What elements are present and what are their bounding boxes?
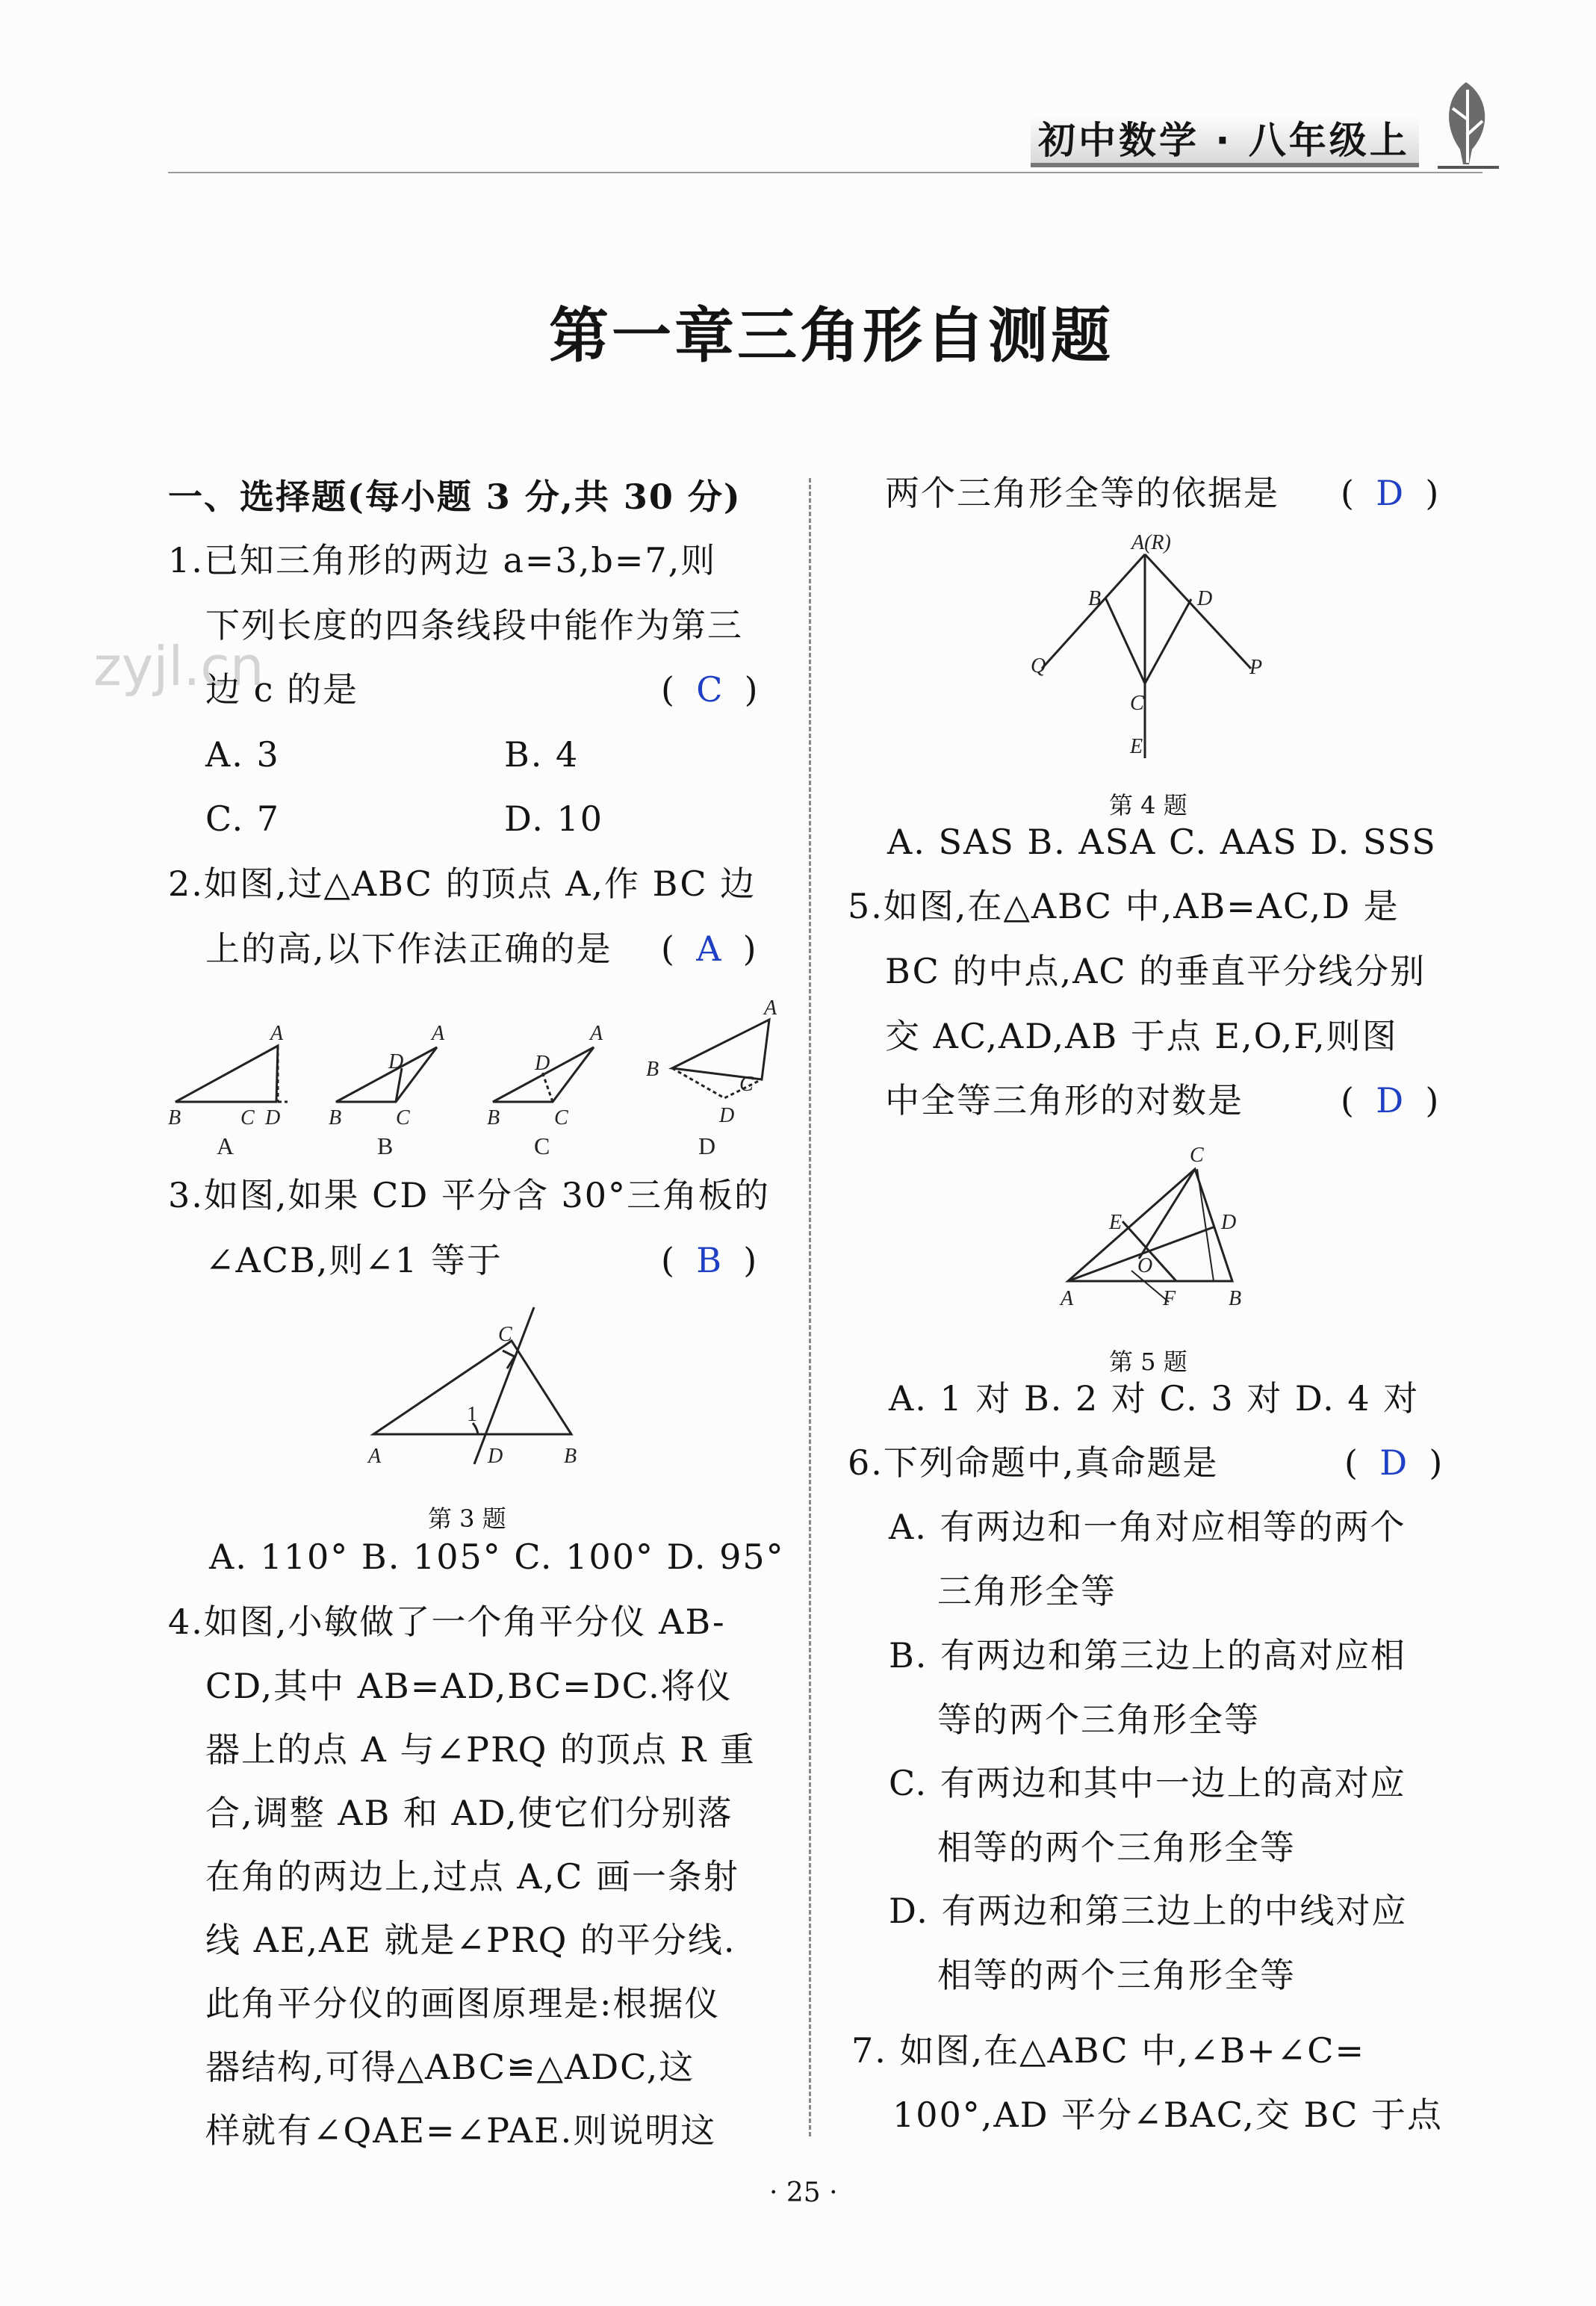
q5-caption: 第 5 题 (1109, 1348, 1187, 1376)
svg-text:A: A (368, 1445, 382, 1468)
q5-options: A. 1 对 B. 2 对 C. 3 对 D. 4 对 (889, 1378, 1420, 1419)
q2-fig-label-a: A (217, 1132, 235, 1159)
svg-text:A: A (764, 997, 777, 1020)
svg-text:E: E (1109, 1211, 1123, 1234)
q6-option-c-2: 相等的两个三角形全等 (937, 1827, 1296, 1868)
q4-line-4: 合,调整 AB 和 AD,使它们分别落 (205, 1793, 733, 1833)
q2-figures (164, 994, 792, 1165)
svg-text:C: C (396, 1106, 410, 1129)
q3-figure (355, 1300, 601, 1472)
q1-option-d: D. 10 (504, 799, 604, 839)
q3-options: A. 110° B. 105° C. 100° D. 95° (209, 1537, 785, 1577)
q3-caption: 第 3 题 (428, 1504, 506, 1533)
svg-text:C: C (498, 1323, 512, 1346)
q4-line-3: 器上的点 A 与∠PRQ 的顶点 R 重 (205, 1729, 756, 1770)
page-number: · 25 · (769, 2178, 838, 2208)
q2-line-1: 2.如图,过△ABC 的顶点 A,作 BC 边 (168, 864, 757, 904)
header-rule (168, 172, 1482, 173)
q6-option-a-1: A. 有两边和一角对应相等的两个 (889, 1507, 1406, 1547)
q1-line-3: 边 c 的是 (205, 669, 359, 710)
q4-line-6: 线 AE,AE 就是∠PRQ 的平分线. (205, 1920, 736, 1960)
q3-line-1: 3.如图,如果 CD 平分含 30°三角板的 (168, 1175, 770, 1215)
svg-text:O: O (1137, 1254, 1153, 1277)
q7-line-1: 7. 如图,在△ABC 中,∠B+∠C= (851, 2030, 1365, 2071)
svg-text:E: E (1130, 735, 1143, 758)
svg-text:A: A (432, 1022, 445, 1045)
svg-text:C: C (1190, 1144, 1204, 1167)
q1-line-2: 下列长度的四条线段中能作为第三 (205, 605, 743, 645)
svg-text:C: C (1130, 692, 1144, 715)
q2-answer: ( A ) (661, 929, 757, 969)
q4-caption: 第 4 题 (1109, 791, 1187, 819)
watermark: zyjl.cn (93, 635, 264, 698)
svg-text:B: B (487, 1106, 500, 1129)
q2-line-2: 上的高,以下作法正确的是 (205, 929, 612, 969)
svg-text:D: D (719, 1104, 735, 1127)
page-title: 第一章三角形自测题 (549, 300, 1114, 371)
svg-text:B: B (329, 1106, 342, 1129)
q4-answer: ( D ) (1341, 473, 1439, 513)
q4-options: A. SAS B. ASA C. AAS D. SSS (887, 822, 1437, 862)
q4-line-5: 在角的两边上,过点 A,C 画一条射 (205, 1856, 739, 1897)
q5-answer: ( D ) (1341, 1080, 1439, 1121)
svg-text:F: F (1163, 1287, 1176, 1310)
svg-text:B: B (168, 1106, 181, 1129)
q2-fig-label-d: D (698, 1132, 716, 1159)
svg-text:D: D (488, 1445, 503, 1468)
q6-option-d-1: D. 有两边和第三边上的中线对应 (889, 1891, 1408, 1931)
svg-text:D: D (535, 1052, 550, 1075)
q4-cont: 两个三角形全等的依据是 (885, 473, 1279, 513)
q6-option-b-2: 等的两个三角形全等 (937, 1699, 1260, 1740)
q1-answer: ( C ) (661, 669, 758, 710)
section-heading: 一、选择题(每小题 3 分,共 30 分) (168, 477, 742, 517)
q2-fig-label-b: B (377, 1132, 394, 1159)
svg-text:D: D (1197, 587, 1213, 610)
svg-text:B: B (1229, 1287, 1242, 1310)
q6-option-b-1: B. 有两边和第三边上的高对应相 (889, 1635, 1407, 1676)
q6-option-d-2: 相等的两个三角形全等 (937, 1955, 1296, 1995)
q4-line-1: 4.如图,小敏做了一个角平分仪 AB- (168, 1602, 726, 1642)
svg-text:C: C (554, 1106, 568, 1129)
svg-text:D: D (388, 1050, 404, 1073)
q3-answer: ( B ) (661, 1240, 757, 1280)
q3-line-2: ∠ACB,则∠1 等于 (205, 1240, 503, 1280)
svg-text:D: D (265, 1106, 281, 1129)
svg-text:B: B (646, 1058, 659, 1081)
q1-line-1: 1.已知三角形的两边 a=3,b=7,则 (168, 540, 717, 580)
q4-line-9: 样就有∠QAE=∠PAE.则说明这 (205, 2110, 717, 2151)
q5-line-1: 5.如图,在△ABC 中,AB=AC,D 是 (848, 886, 1400, 926)
svg-text:1: 1 (467, 1403, 477, 1426)
q4-line-8: 器结构,可得△ABC≌△ADC,这 (205, 2047, 695, 2087)
column-divider (809, 478, 811, 2136)
q4-figure (1027, 530, 1273, 769)
svg-text:A: A (1061, 1287, 1074, 1310)
q4-line-2: CD,其中 AB=AD,BC=DC.将仪 (205, 1666, 733, 1706)
q2-fig-label-c: C (534, 1132, 550, 1159)
svg-text:P: P (1249, 656, 1263, 679)
svg-text:B: B (564, 1445, 577, 1468)
svg-text:D: D (1221, 1211, 1237, 1234)
q4-line-7: 此角平分仪的画图原理是:根据仪 (205, 1983, 721, 2024)
svg-text:Q: Q (1031, 654, 1046, 678)
svg-text:C: C (240, 1106, 255, 1129)
tree-logo-icon (1430, 75, 1505, 172)
q1-option-a: A. 3 (205, 734, 280, 775)
q5-line-3: 交 AC,AD,AB 于点 E,O,F,则图 (885, 1016, 1398, 1056)
svg-text:A(R): A(R) (1131, 531, 1171, 554)
q1-option-b: B. 4 (504, 734, 580, 775)
q6-option-a-2: 三角形全等 (937, 1571, 1117, 1611)
q5-line-2: BC 的中点,AC 的垂直平分线分别 (885, 951, 1426, 991)
svg-text:B: B (1088, 587, 1102, 610)
q6-option-c-1: C. 有两边和其中一边上的高对应 (889, 1763, 1406, 1803)
svg-text:A: A (590, 1022, 603, 1045)
svg-text:C: C (739, 1073, 754, 1096)
q6-stem: 6.下列命题中,真命题是 (848, 1442, 1219, 1483)
q5-figure (1049, 1139, 1266, 1318)
q5-line-4: 中全等三角形的对数是 (885, 1080, 1243, 1121)
q6-answer: ( D ) (1344, 1442, 1443, 1483)
svg-text:A: A (270, 1022, 284, 1045)
q1-option-c: C. 7 (205, 799, 281, 839)
q7-line-2: 100°,AD 平分∠BAC,交 BC 于点 (892, 2095, 1443, 2135)
header-book-title: 初中数学 · 八年级上 (1038, 119, 1410, 162)
